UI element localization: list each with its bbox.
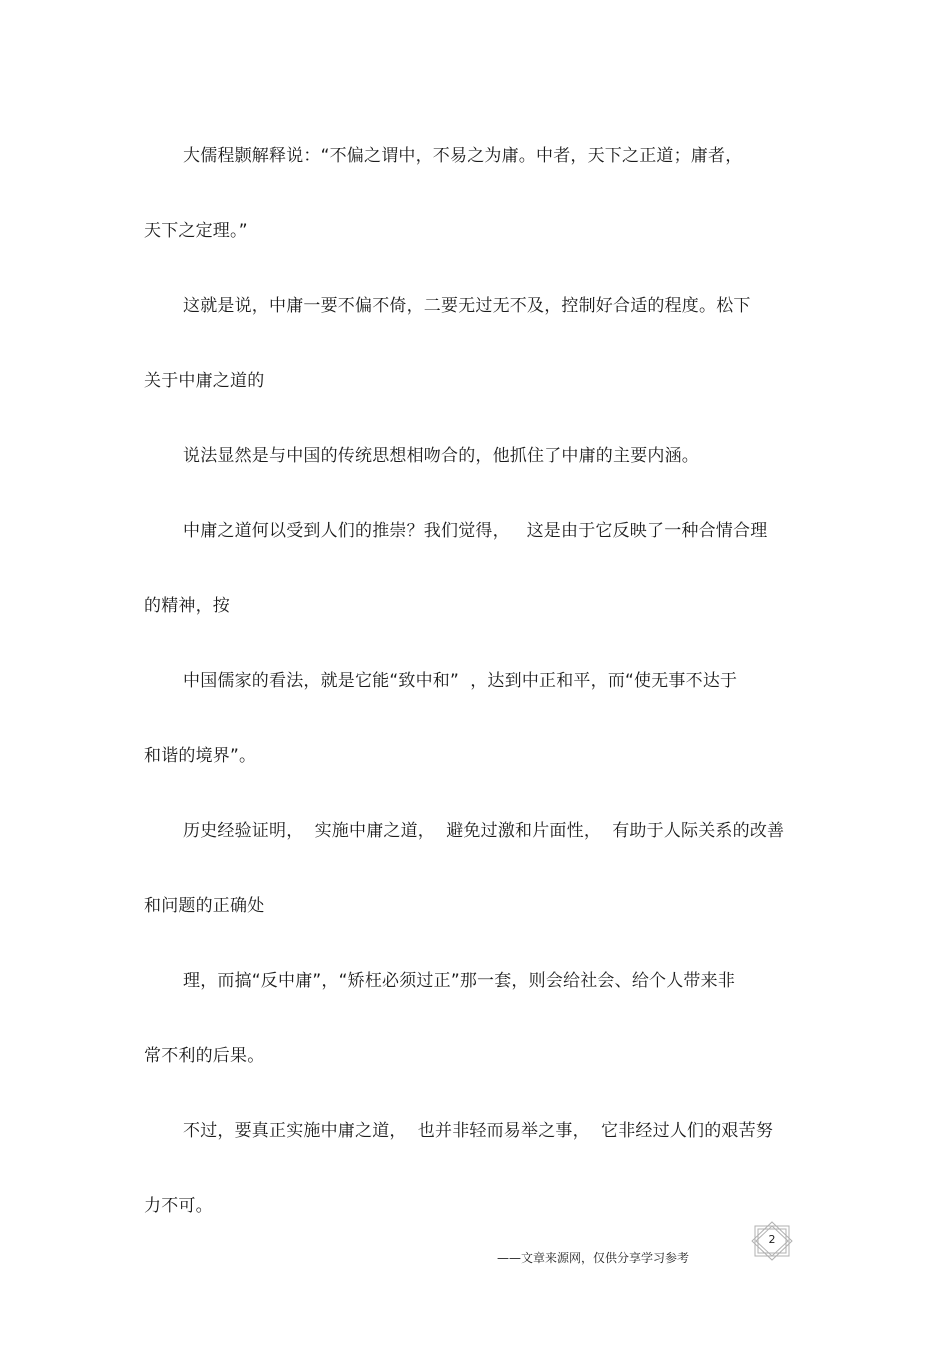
paragraph-line-13: 常不利的后果。 bbox=[144, 1046, 265, 1066]
paragraph-line-6: 中庸之道何以受到人们的推崇？我们觉得， 这是由于它反映了一种合情合理 bbox=[183, 521, 768, 541]
paragraph-line-11: 和问题的正确处 bbox=[144, 896, 265, 916]
paragraph-line-3: 这就是说，中庸一要不偏不倚，二要无过无不及，控制好合适的程度。松下 bbox=[183, 296, 751, 316]
page-number-badge bbox=[749, 1221, 795, 1261]
paragraph-line-12: 理，而搞“反中庸”，“矫枉必须过正”那一套，则会给社会、给个人带来非 bbox=[183, 971, 736, 991]
paragraph-line-10: 历史经验证明， 实施中庸之道， 避免过激和片面性， 有助于人际关系的改善 bbox=[183, 821, 785, 841]
paragraph-line-14: 不过，要真正实施中庸之道， 也并非轻而易举之事， 它非经过人们的艰苦努 bbox=[183, 1121, 774, 1141]
paragraph-line-5: 说法显然是与中国的传统思想相吻合的，他抓住了中庸的主要内涵。 bbox=[183, 446, 699, 466]
paragraph-line-1: 大儒程颢解释说：“不偏之谓中，不易之为庸。中者，天下之正道；庸者， bbox=[183, 146, 743, 166]
paragraph-line-8: 中国儒家的看法，就是它能“致中和” ，达到中正和平，而“使无事不达于 bbox=[183, 671, 738, 691]
paragraph-line-2: 天下之定理。” bbox=[144, 221, 248, 241]
footer-source-note: ——文章来源网，仅供分享学习参考 bbox=[497, 1251, 690, 1265]
paragraph-line-7: 的精神，按 bbox=[144, 596, 230, 616]
paragraph-line-15: 力不可。 bbox=[144, 1196, 213, 1216]
paragraph-line-9: 和谐的境界”。 bbox=[144, 746, 257, 766]
paragraph-line-4: 关于中庸之道的 bbox=[144, 371, 265, 391]
page-number: 2 bbox=[768, 1233, 776, 1246]
